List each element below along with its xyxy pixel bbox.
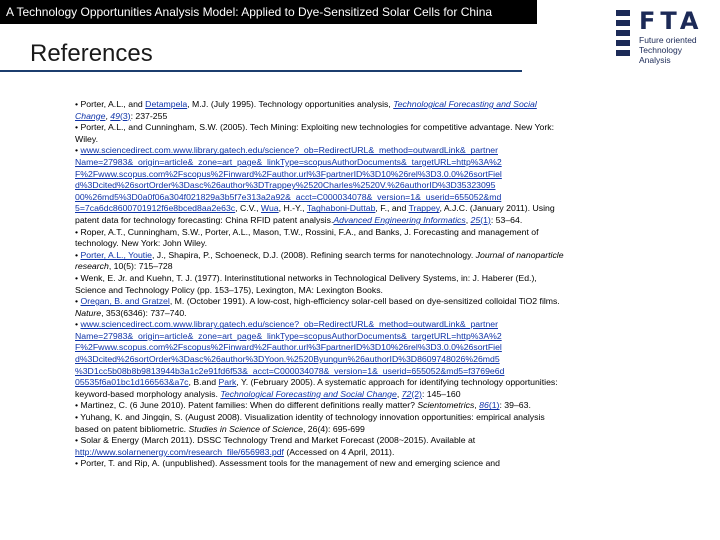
reference-text: (Accessed on 4 April, 2011). xyxy=(283,446,395,457)
reference-link[interactable]: Taghaboni-Duttab xyxy=(306,203,376,214)
reference-link[interactable]: http://www.solarnenergy.com/research_file/656983.pdf xyxy=(75,446,284,457)
reference-link[interactable]: Advanced Engineering Informatics xyxy=(333,214,466,225)
reference-text: , xyxy=(465,214,471,225)
reference-link[interactable]: 49 xyxy=(110,110,120,121)
reference-link[interactable]: Technological Forecasting and Social Change xyxy=(75,99,537,121)
reference-text: , B.and xyxy=(188,377,219,388)
reference-item xyxy=(75,412,570,435)
reference-item xyxy=(75,145,570,226)
reference-text: • xyxy=(75,296,81,307)
reference-link[interactable]: Detampela xyxy=(145,99,188,109)
reference-text: , H.-Y., xyxy=(278,203,307,214)
reference-text: , 353(6346): 737–740. xyxy=(101,307,187,318)
reference-link[interactable]: www.sciencedirect.com.www.library.gatech.edu/science?_ob=RedirectURL&_method=outwardLink&_partner Name=27983&_origin=article&_zone=art_page&_linkType=scopusAuthorDocuments&_targetURL=http%3A%2 F%2Fwww.scopus.com%2Fscopus%2Finward%2Fauthor.url%3FpartnerID%3D10%26rel%3D3.0.0%26sortFiel d%3Dcited%26sortOrder%3Dasc%26author%3DTrappey%2520Charles%2520V.%26authorID%3D35323095 00%26md5%3D0a0f06a304f021829a3b5f7e313a2a92&_acct=C000034078&_version=1&_userid=655052&md 5=7ca6dc8600701912f6e8bced8aa2e63c xyxy=(75,145,502,214)
reference-item xyxy=(75,122,570,145)
logo-subtitle: Future oriented Technology Analysis xyxy=(639,35,697,65)
reference-text: • Martinez, C. (6 June 2010). Patent families: When do different definitions really matter? xyxy=(75,400,418,411)
reference-link[interactable]: 25 xyxy=(470,214,481,225)
logo-letters: FTA xyxy=(639,7,704,35)
reference-text: • Porter, T. and Rip, A. (unpublished). Assessment tools for the management of new and emerging science and xyxy=(75,458,500,469)
reference-item xyxy=(75,273,570,296)
reference-item xyxy=(75,250,570,273)
reference-item xyxy=(75,319,570,400)
reference-text: : 53–64. xyxy=(490,214,523,225)
reference-text: , J., Shapira, P., Schoeneck, D.J. (2008). Refining search terms for nanotechnology. xyxy=(151,249,476,260)
title-divider xyxy=(0,70,522,72)
reference-link[interactable]: Wua xyxy=(260,203,279,214)
reference-item xyxy=(75,99,570,122)
reference-text: Studies in Science of Science xyxy=(188,423,303,434)
reference-item xyxy=(75,296,570,319)
reference-item xyxy=(75,400,570,412)
reference-text: • xyxy=(75,249,81,260)
reference-text: • xyxy=(75,145,81,156)
reference-link[interactable]: (3) xyxy=(119,110,131,121)
reference-text: • xyxy=(75,319,81,330)
reference-text: Scientometrics xyxy=(417,400,475,411)
reference-link[interactable]: www.sciencedirect.com.www.library.gatech.edu/science?_ob=RedirectURL&_method=outwardLink&_partner Name=27983&_origin=article&_zone=art_page&_linkType=scopusAuthorDocuments&_targetURL=http%3A%2 F%2Fwww.scopus.com%2Fscopus%2Finward%2Fauthor.url%3FpartnerID%3D10%26rel%3D3.0.0%26sortFiel d%3Dcited%26sortOrder%3Dasc%26author%3DYoon.%2520Byungun%26authorID%3D8609748026%26md5 %3D1cc5b08b8b9813944b3a1c2e91fd6f53&_acct=C000034078&_version=1&_userid=655052&md5=f3769e6d 05535f6a01bc1d166563&a7c xyxy=(75,319,505,388)
reference-text: : 39–63. xyxy=(499,400,531,411)
reference-text: , xyxy=(474,400,480,411)
reference-text: , xyxy=(396,388,402,399)
reference-text: , M.J. (July 1995). Technology opportunities analysis, xyxy=(187,99,394,109)
reference-item xyxy=(75,458,570,470)
reference-link[interactable]: 72 xyxy=(401,388,412,399)
reference-text: : 145–160 xyxy=(421,388,461,399)
reference-text: • Roper, A.T., Cunningham, S.W., Porter, A.L., Mason, T.W., Rossini, F.A., and Banks, J. Forecasting and management of technology. New York: John Wiley. xyxy=(75,226,539,249)
reference-link[interactable]: 86 xyxy=(479,400,489,411)
reference-text: , A.J.C. (January 2011). Using patent data for technology forecasting: China RFID patent analysis. xyxy=(75,203,555,225)
reference-text: Journal of nanoparticle research xyxy=(75,249,564,272)
reference-text: , 26(4): 695-699 xyxy=(302,423,365,434)
reference-text: • Porter, A.L., and xyxy=(75,99,146,109)
reference-link[interactable]: Trappey xyxy=(408,203,440,214)
reference-text: • Solar & Energy (March 2011). DSSC Technology Trend and Market Forecast (2008~2015). Available at xyxy=(75,435,476,446)
reference-link[interactable]: (1) xyxy=(480,214,491,225)
reference-link[interactable]: Porter, A.L., Youtie xyxy=(80,249,152,260)
reference-item xyxy=(75,435,570,458)
reference-list xyxy=(75,99,570,470)
page-title: References xyxy=(30,40,153,67)
reference-text: , xyxy=(105,110,111,121)
reference-link[interactable]: Technological Forecasting and Social Change xyxy=(220,388,397,399)
reference-text: , 10(5): 715–728 xyxy=(108,261,173,272)
reference-text: • Porter, A.L., and Cunningham, S.W. (2005). Tech Mining: Exploiting new technologies for competitive advantage. New York: Wiley. xyxy=(75,122,555,144)
reference-link[interactable]: (2) xyxy=(411,388,422,399)
reference-text: • Yuhang, K. and Jingqin, S. (August 2008). Visualization identity of technology innovation opportunities: empirical analysis based on patent bibliometric. xyxy=(75,412,545,434)
logo-stripes-icon xyxy=(616,10,630,64)
reference-text: : 237-255 xyxy=(130,110,168,121)
slide-title-bar: A Technology Opportunities Analysis Model: Applied to Dye-Sensitized Solar Cells for China xyxy=(0,0,537,24)
reference-text: , F., and xyxy=(375,203,409,214)
fta-logo xyxy=(613,8,717,74)
reference-link[interactable]: (1) xyxy=(488,400,500,411)
reference-link[interactable]: Park xyxy=(218,377,237,388)
reference-item xyxy=(75,227,570,250)
reference-text: Nature xyxy=(75,307,102,318)
reference-text: • Wenk, E. Jr. and Kuehn, T. J. (1977). Interinstitutional networks in Technological Delivery Systems, in: J. Haberer (Ed.), Science and Technology Policy (pp. 153–175), Lexington, MA: Lexington Books. xyxy=(75,272,537,295)
reference-text: , C.V., xyxy=(235,203,261,214)
reference-link[interactable]: Oregan, B. and Gratzel xyxy=(80,296,170,307)
reference-text: , Y. (February 2005). A systematic approach for identifying technology opportunities: keyword-based morphology analysis. xyxy=(75,377,558,399)
reference-text: , M. (October 1991). A low-cost, high-efficiency solar-cell based on dye-sensitized colloidal TiO2 films. xyxy=(169,296,560,307)
